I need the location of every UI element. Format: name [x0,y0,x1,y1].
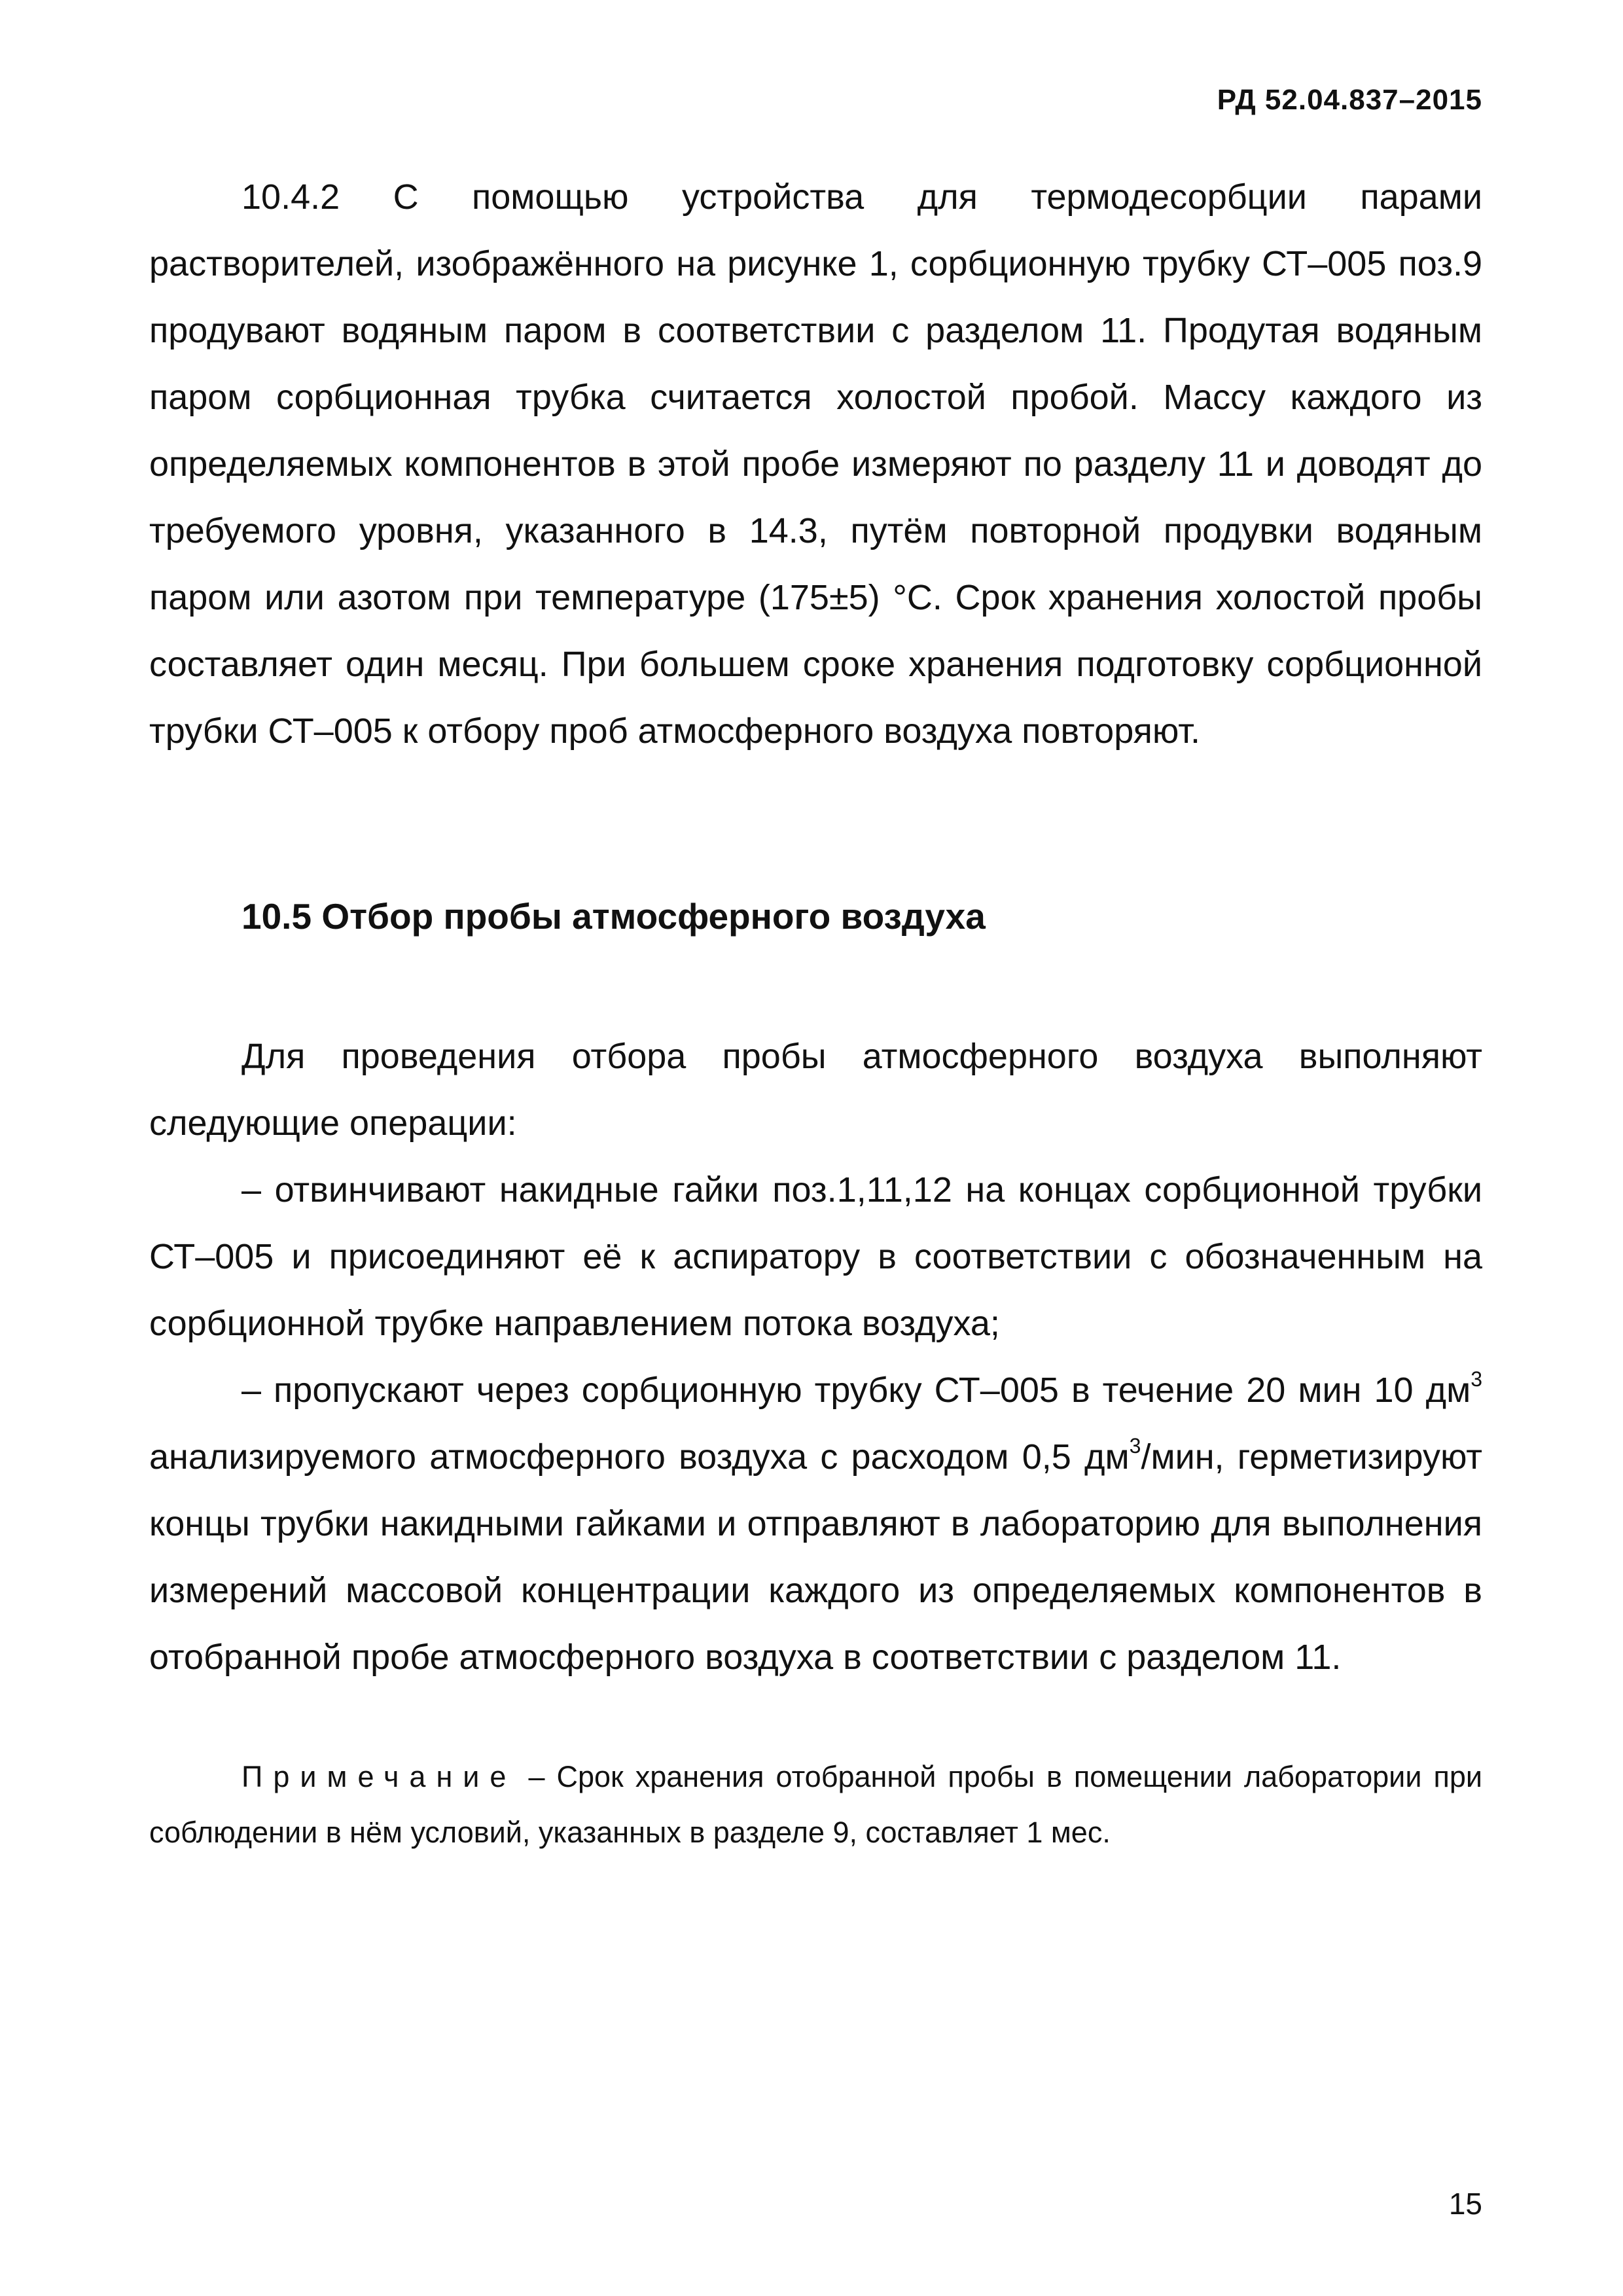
operation-item-2-part-2: анализируемого атмосферного воздуха с расходом 0,5 дм [149,1437,1130,1477]
note-text: – Срок хранения отобранной пробы в помещении лаборатории при соблюдении в нём условий, указанных в разделе 9, составляет 1 мес. [149,1760,1482,1849]
operation-item-1: – отвинчивают накидные гайки поз.1,11,12 на концах сорбционной трубки СТ–005 и присоединяют её к аспиратору в соответствии с обозначенным на сорбционной трубке направлением потока воздуха; [149,1170,1482,1343]
note-block [149,1749,1482,1860]
section-heading-10-5: 10.5 Отбор пробы атмосферного воздуха [241,896,986,937]
page-number: 15 [1448,2187,1482,2221]
operation-item-2 [149,1357,1482,1691]
superscript-cubic-2: 3 [1129,1434,1141,1458]
paragraph-10-4-2: 10.4.2 С помощью устройства для термодесорбции парами растворителей, изображённого на рисунке 1, сорбционную трубку СТ–005 поз.9 продувают водяным паром в соответствии с разделом 11. Продутая водяным паром сорбционная трубка считается холостой пробой. Массу каждого из определяемых компонентов в этой пробе измеряют по разделу 11 и доводят до требуемого уровня, указанного в 14.3, путём повторной продувки водяным паром или азотом при температуре (175±5) °С. Срок хранения холостой пробы составляет один месяц. При большем сроке хранения подготовку сорбционной трубки СТ–005 к отбору проб атмосферного воздуха повторяют. [149,177,1482,751]
superscript-cubic-1: 3 [1471,1367,1482,1391]
operation-item-2-part-1: – пропускают через сорбционную трубку СТ–005 в течение 20 мин 10 дм [241,1371,1471,1410]
paragraph-10-4-2-block [149,164,1482,764]
section-10-5-body [149,1023,1482,1691]
note-paragraph [149,1749,1482,1860]
operation-item-2-part-3: /мин, герметизируют концы трубки накидными гайками и отправляют в лабораторию для выполнения измерений массовой концентрации каждого из определяемых компонентов в отобранной пробе атмосферного воздуха в соответствии с разделом 11. [149,1437,1482,1677]
section-intro: Для проведения отбора пробы атмосферного воздуха выполняют следующие операции: [149,1037,1482,1143]
document-code: РД 52.04.837–2015 [1217,84,1482,116]
note-label: Примечание [241,1760,517,1793]
